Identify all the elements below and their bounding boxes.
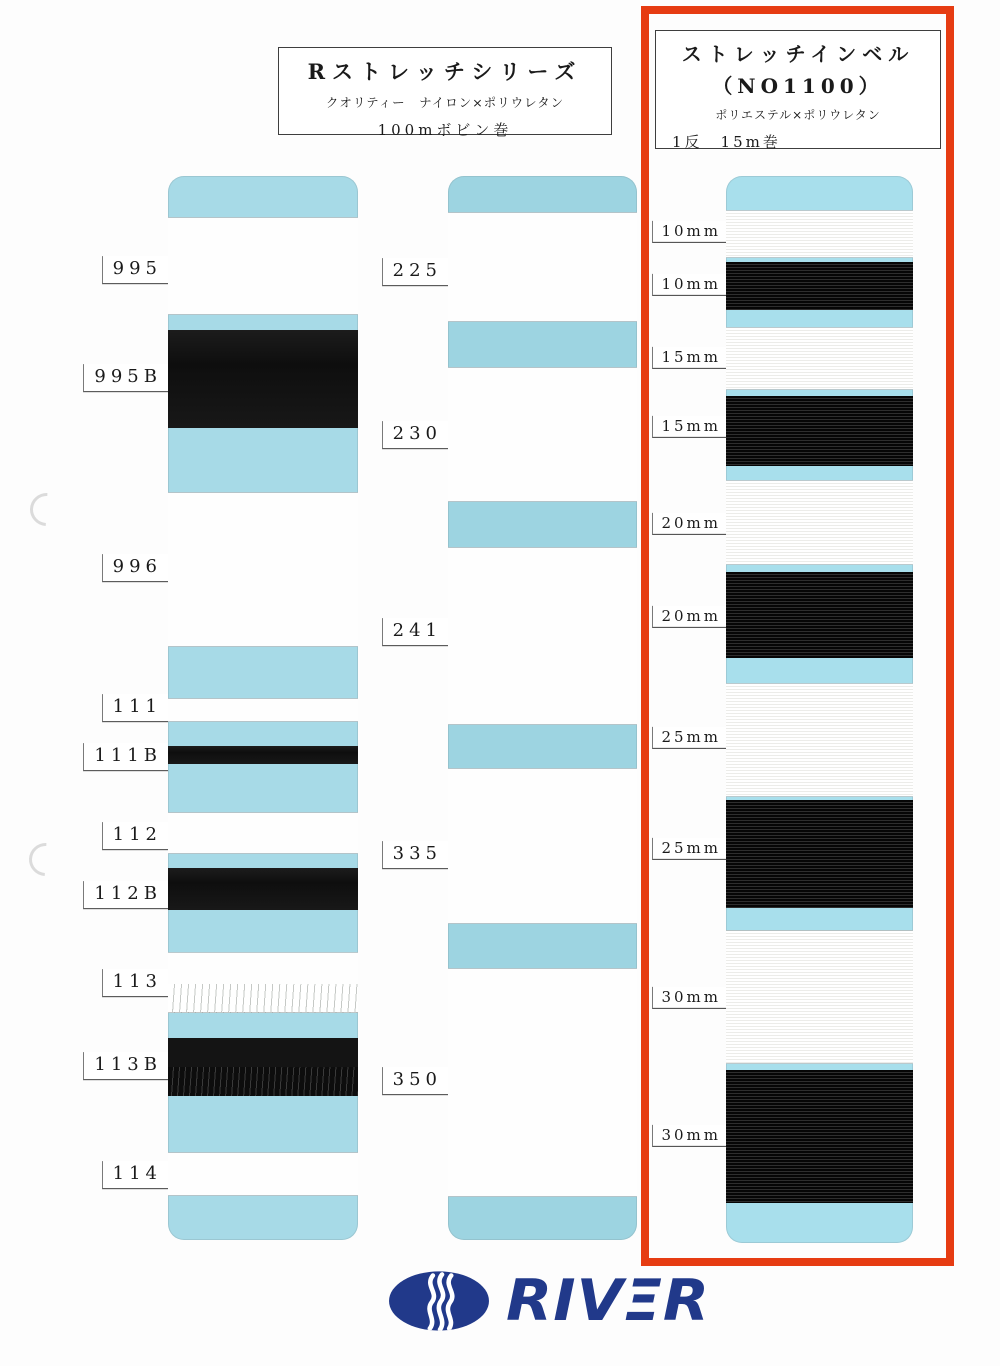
river-logo: [388, 1267, 711, 1335]
sample-band-left-995b: [168, 330, 358, 428]
sample-label-left-113: 113: [102, 969, 168, 997]
inbel-material: ポリエステル×ポリウレタン: [715, 108, 881, 122]
sample-label-left-112: 112: [102, 822, 168, 850]
sample-band-left-111: [168, 698, 358, 722]
sample-label-left-996: 996: [102, 554, 168, 582]
sample-label-right-10mm: 10mm: [652, 221, 726, 243]
red-highlight-frame: [641, 6, 954, 1266]
inbel-title: ストレッチインベル: [681, 42, 915, 66]
sample-strip-left: [168, 176, 358, 1240]
sample-label-right-20mm: 20mm: [652, 606, 726, 628]
sample-label-left-111b: 111B: [83, 743, 168, 771]
sample-band-middle-241: [448, 547, 637, 725]
sample-label-left-995: 995: [102, 256, 168, 284]
sample-label-right-10mm: 10mm: [652, 274, 726, 296]
sample-label-left-112b: 112B: [83, 881, 168, 909]
header-left-series-box: [278, 47, 612, 139]
sample-band-left-114: [168, 1152, 358, 1196]
sample-band-left-112b: [168, 868, 358, 910]
series-title: Rストレッチシリーズ: [307, 59, 583, 84]
sample-band-middle-225: [448, 212, 637, 322]
series-quality: クオリティー ナイロン×ポリウレタン: [325, 95, 565, 110]
sample-label-middle-230: 230: [382, 421, 448, 449]
sample-label-right-25mm: 25mm: [652, 727, 726, 749]
sample-band-middle-230: [448, 367, 637, 502]
sample-band-left-996: [168, 492, 358, 647]
sample-label-right-25mm: 25mm: [652, 838, 726, 860]
sample-label-middle-350: 350: [382, 1067, 448, 1095]
sample-label-middle-225: 225: [382, 258, 448, 286]
inbel-product-number: （NO1100）: [712, 74, 884, 98]
sample-label-left-114: 114: [102, 1161, 168, 1189]
sample-strip-middle: [448, 176, 637, 1240]
sample-label-right-20mm: 20mm: [652, 513, 726, 535]
sample-label-left-113b: 113B: [83, 1052, 168, 1080]
river-logo-icon: [388, 1270, 490, 1332]
sample-band-left-113b: [168, 1038, 358, 1096]
sample-band-left-995: [168, 217, 358, 315]
sample-label-middle-241: 241: [382, 618, 448, 646]
header-right-series-box: [655, 30, 941, 149]
inbel-roll-length: 1反 15m巻: [672, 133, 781, 151]
sample-band-left-113: [168, 952, 358, 1013]
sample-label-middle-335: 335: [382, 841, 448, 869]
sample-label-left-111: 111: [102, 694, 168, 722]
sample-label-right-30mm: 30mm: [652, 987, 726, 1009]
sample-label-right-15mm: 15mm: [652, 347, 726, 369]
river-logo-text: RIVΞR: [506, 1267, 711, 1335]
sample-band-middle-335: [448, 768, 637, 924]
sample-label-right-15mm: 15mm: [652, 416, 726, 438]
series-roll-length: 100mボビン巻: [377, 121, 513, 139]
sample-band-left-112: [168, 812, 358, 854]
sample-label-left-995b: 995B: [83, 364, 168, 392]
sample-band-left-111b: [168, 746, 358, 764]
sample-band-middle-350: [448, 968, 637, 1197]
sample-label-right-30mm: 30mm: [652, 1125, 726, 1147]
